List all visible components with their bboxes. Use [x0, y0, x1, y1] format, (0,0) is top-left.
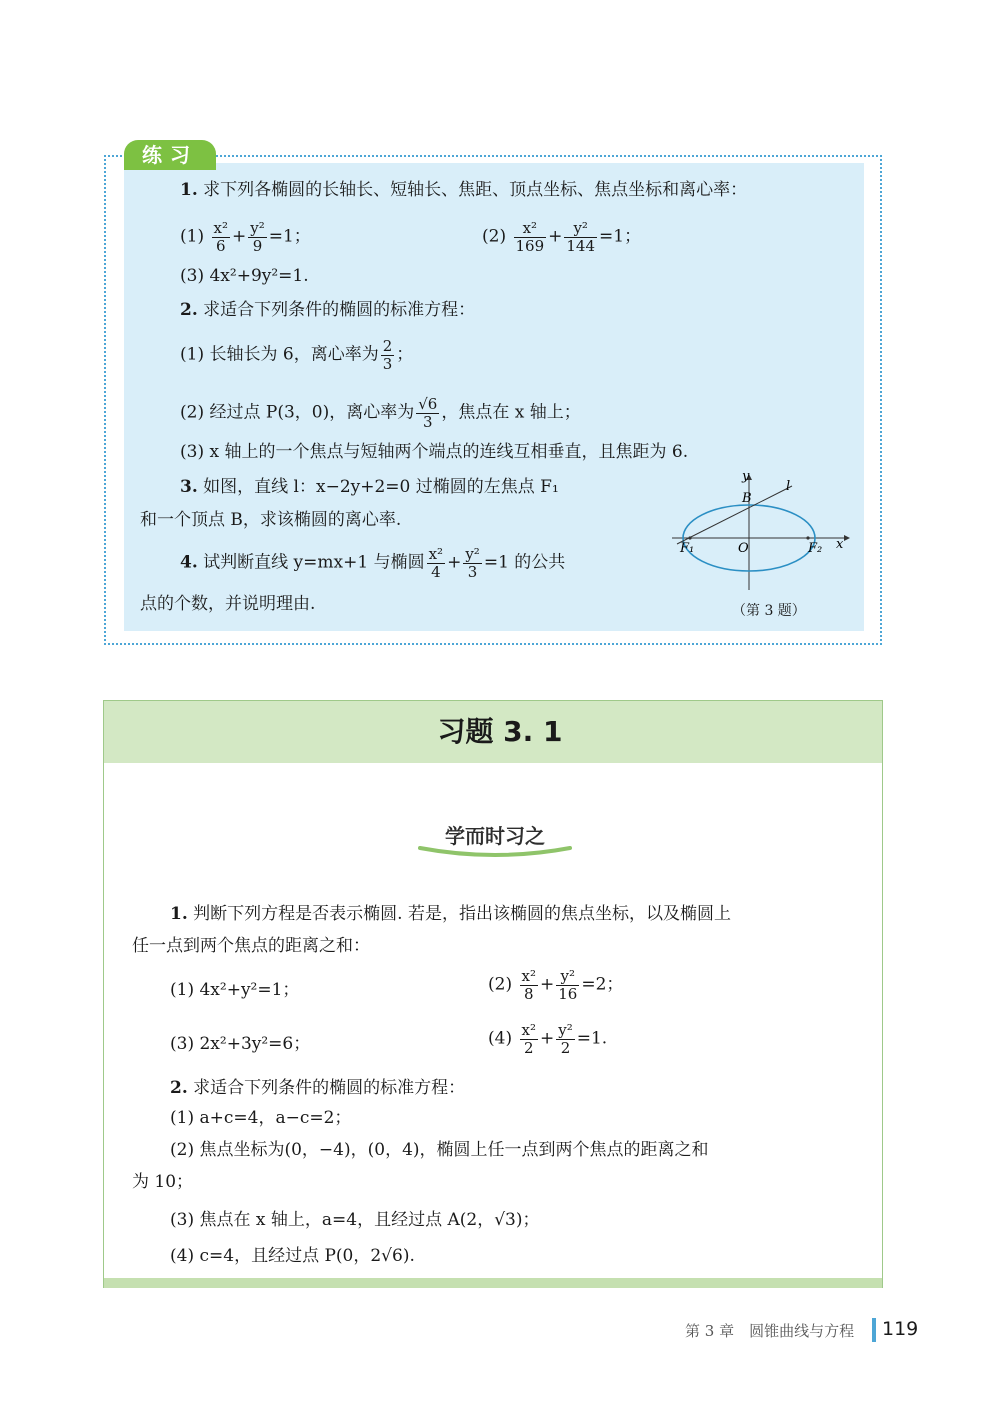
q-text: 求下列各椭圆的长轴长、短轴长、焦距、顶点坐标、焦点坐标和离心率： [203, 180, 748, 200]
q-text: 判断下列方程是否表示椭圆. 若是，指出该椭圆的焦点坐标，以及椭圆上 [193, 904, 731, 924]
part-label: (2) [488, 974, 513, 995]
practice-q1 [180, 178, 747, 202]
footer-chapter: 第 3 章 圆锥曲线与方程 [685, 1322, 855, 1340]
q-number: 3. [180, 477, 198, 497]
label-b: B [742, 491, 752, 506]
q-number: 2. [180, 300, 198, 320]
fraction: $\frac{\text{x²}}{8}$ [521, 967, 536, 1003]
exercise-q2-p3: (3) 焦点在 x 轴上，a=4，且经过点 A(2，√3)； [170, 1210, 540, 1230]
label-f2: F₂ [808, 541, 823, 556]
exercise-q1-p4: (4) $\frac{\text{x²}}{2}$ + $\frac{\text{y²}}{2}$ =1. [488, 1021, 608, 1057]
practice-q3-line1 [180, 475, 559, 499]
q-text: 求适合下列条件的椭圆的标准方程： [203, 300, 476, 320]
line-l [677, 486, 792, 544]
fraction: $\frac{\text{y²}}{3}$ [465, 545, 480, 581]
fraction: $\frac{\text{y²}}{144}$ [566, 219, 596, 255]
exercise-q1-line2: 任一点到两个焦点的距离之和： [132, 936, 370, 956]
practice-q2-p1: (1) 长轴长为 6，离心率为 $\frac{2}{3}$ ； [180, 337, 414, 373]
exercise-q2-p2a: (2) 焦点坐标为(0，−4)，(0，4)，椭圆上任一点到两个焦点的距离之和 [170, 1140, 709, 1160]
focus-f2-point [806, 536, 809, 539]
ellipse-figure [672, 468, 862, 598]
practice-tag: 练习 [124, 140, 216, 170]
exercise-q1-line1 [170, 902, 731, 926]
q-text: 如图，直线 l：x−2y+2=0 过椭圆的左焦点 F₁ [203, 477, 559, 497]
part-label: (4) [488, 1028, 513, 1049]
fraction: $\frac{\text{y²}}{9}$ [250, 219, 265, 255]
fraction: $\frac{\text{x²}}{169}$ [515, 219, 545, 255]
exercise-q2-p4: (4) c=4，且经过点 P(0，2√6). [170, 1246, 415, 1266]
practice-q2-p2: (2) 经过点 P(3，0)，离心率为 $\frac{√6}{3}$ ，焦点在 x 轴上； [180, 395, 581, 431]
q-number: 4. [180, 552, 198, 573]
part-label: (2) [482, 226, 507, 247]
exercise-subtitle: 学而时习之 [445, 824, 545, 848]
exercise-title: 习题 3. 1 [437, 715, 563, 748]
fraction: $\frac{\text{y²}}{2}$ [558, 1021, 573, 1057]
figure-caption: （第 3 题） [732, 603, 806, 619]
fraction: $\frac{\text{x²}}{2}$ [521, 1021, 536, 1057]
label-y: y [742, 469, 750, 484]
footer-divider [872, 1318, 876, 1342]
fraction: $\frac{2}{3}$ [382, 337, 393, 373]
exercise-footer-band [104, 1278, 882, 1288]
practice-q2 [180, 298, 475, 322]
practice-q4-line2: 点的个数，并说明理由. [140, 594, 316, 614]
label-l: l [786, 479, 791, 494]
practice-q1-p3: (3) 4x²+9y²=1. [180, 266, 309, 286]
practice-q3-line2: 和一个顶点 B，求该椭圆的离心率. [140, 510, 402, 530]
exercise-q1-p3: (3) 2x²+3y²=6； [170, 1034, 311, 1054]
q-number: 2. [170, 1078, 188, 1098]
x-axis-arrow [844, 535, 850, 541]
focus-f1-point [688, 536, 691, 539]
exercise-q1-p1: (1) 4x²+y²=1； [170, 980, 300, 1000]
label-f1: F₁ [680, 541, 695, 556]
exercise-q2 [170, 1076, 465, 1100]
practice-q2-p3: (3) x 轴上的一个焦点与短轴两个端点的连线互相垂直，且焦距为 6. [180, 442, 689, 462]
q-text: 求适合下列条件的椭圆的标准方程： [193, 1078, 466, 1098]
exercise-q1-p2: (2) $\frac{\text{x²}}{8}$ + $\frac{\text{y²}}{16}$ =2； [488, 967, 624, 1003]
q-number: 1. [170, 904, 188, 924]
label-o: O [738, 541, 749, 556]
fraction: $\frac{\text{y²}}{16}$ [558, 967, 578, 1003]
fraction: $\frac{\text{x²}}{6}$ [213, 219, 228, 255]
practice-q1-p2: (2) $\frac{\text{x²}}{169}$ + $\frac{\text{y²}}{144}$ =1； [482, 219, 642, 255]
part-label: (1) [180, 226, 205, 247]
subtitle-swoosh-icon [415, 842, 575, 862]
fraction: $\frac{√6}{3}$ [418, 395, 438, 431]
label-x: x [836, 537, 844, 552]
exercise-q2-p1: (1) a+c=4，a−c=2； [170, 1108, 352, 1128]
practice-q1-p1: (1) $\frac{\text{x²}}{6}$ + $\frac{\text{y²}}{9}$ =1； [180, 219, 311, 255]
exercise-q2-p2b: 为 10； [132, 1172, 194, 1192]
page-number: 119 [882, 1318, 919, 1340]
q-number: 1. [180, 180, 198, 200]
practice-q4-line1: 4. 试判断直线 y=mx+1 与椭圆 $\frac{\text{x²}}{4}$ + $\frac{\text{y²}}{3}$ =1 的公共 [180, 545, 566, 581]
fraction: $\frac{\text{x²}}{4}$ [428, 545, 444, 581]
